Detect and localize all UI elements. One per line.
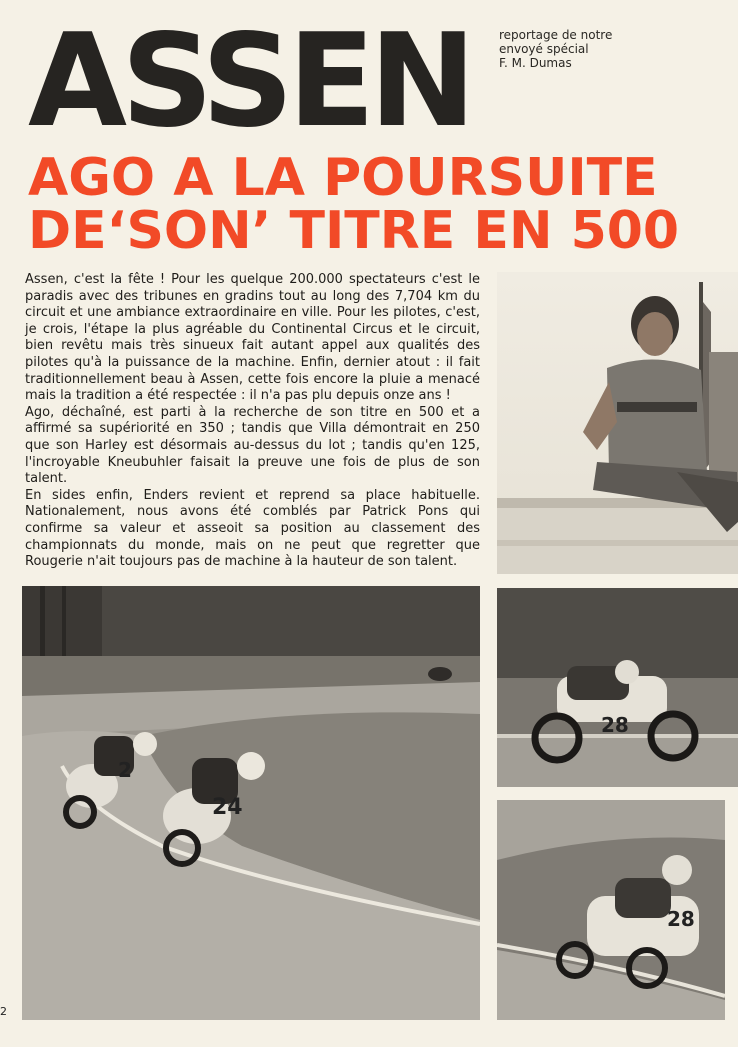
byline-author: F. M. Dumas — [499, 56, 572, 70]
photo-rider-28-straight — [497, 588, 738, 787]
photo-spectator — [497, 272, 738, 574]
racer-number: 24 — [212, 795, 243, 820]
article-paragraph: En sides enfin, Enders revient et reprend sa place habituelle. Nationalement, nous avons été comblés par Patrick Pons qui confirme sa valeur et asseoit sa position au classement des championnats du monde, mais on ne peut que regretter que Rougerie n'ait toujours pas de machine à la hauteur de son talent. — [25, 487, 480, 570]
byline-line: reportage de notre — [499, 28, 613, 42]
racer-number: 28 — [667, 907, 695, 931]
byline — [499, 28, 612, 70]
headline-line-2: DE‘SON’ TITRE EN 500 — [28, 201, 680, 261]
photo-rider-28-lean — [497, 800, 725, 1020]
headline-line-1: AGO A LA POURSUITE — [28, 148, 658, 208]
photo-race-bend — [22, 586, 480, 1020]
article-paragraph: Ago, déchaîné, est parti à la recherche de son titre en 500 et a affirmé sa supériorité en 350 ; tandis que Villa démontrait en 250 que son Harley est désormais au-dessus du lot ; tandis qu'en 125, l'incroyable Kneubuhler faisait la preuve une fois de plus de son talent. — [25, 404, 480, 487]
racer-number: 2 — [118, 758, 132, 782]
racer-number: 28 — [601, 713, 629, 737]
article-body — [25, 272, 480, 571]
article-paragraph: Assen, c'est la fête ! Pour les quelque 200.000 spectateurs c'est le paradis avec des tribunes en gradins tout au long des 7,704 km du circuit et une ambiance extraordinaire en ville. Pour les pilotes, c'est, je crois, l'étape la plus agréable du Continental Circus et le circuit, bien revêtu mais très sinueux fait autant appel aux qualités des pilotes qu'à la puissance de la machine. Enfin, dernier atout : il fait traditionnellement beau à Assen, cette fois encore la pluie a menacé mais la tradition a été respectée : il n'a pas plu depuis onze ans ! — [25, 272, 480, 404]
page-number: 2 — [0, 1005, 7, 1018]
byline-line: envoyé spécial — [499, 42, 589, 56]
main-title: ASSEN — [28, 7, 471, 156]
